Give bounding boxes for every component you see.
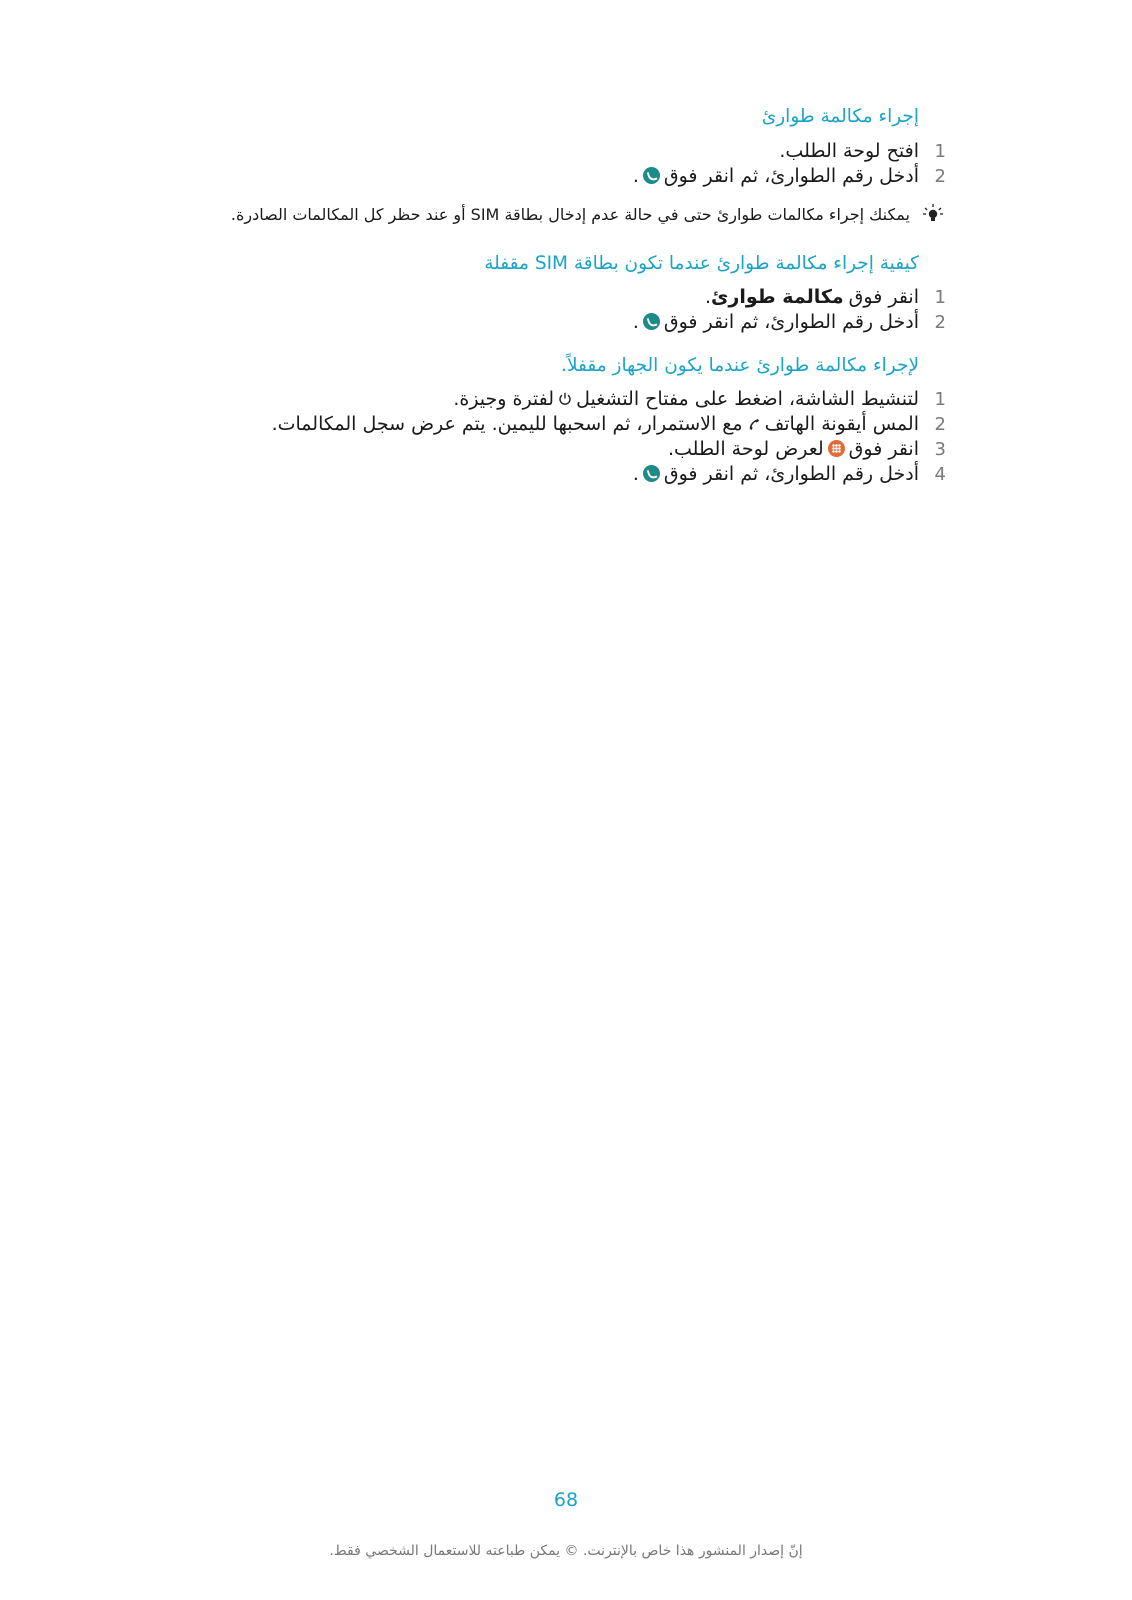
step-text — [633, 165, 919, 187]
step-number: 2 — [934, 166, 946, 187]
step-label: افتح لوحة الطلب. — [779, 140, 919, 162]
step-label: انقر فوق — [848, 286, 919, 308]
step-label-end: . — [632, 463, 639, 485]
lightbulb-icon — [922, 203, 944, 225]
step-number: 2 — [934, 414, 946, 435]
section-heading-sim-locked: كيفية إجراء مكالمة طوارئ عندما تكون بطاقة SIM مقفلة — [484, 253, 919, 274]
step-number: 2 — [934, 312, 946, 333]
step-label-end: . — [704, 286, 712, 308]
call-icon — [643, 313, 660, 330]
step-label-end: . — [632, 165, 639, 187]
phone-handset-icon — [747, 417, 761, 431]
step-text — [453, 388, 919, 410]
step-number: 3 — [934, 439, 946, 460]
step-label: أدخل رقم الطوارئ، ثم انقر فوق — [663, 311, 919, 333]
call-icon — [643, 167, 660, 184]
dialpad-icon — [828, 440, 845, 457]
step-label-end: لعرض لوحة الطلب. — [667, 438, 824, 460]
step-bold-label: مكالمة طوارئ — [711, 286, 844, 308]
step-label: أدخل رقم الطوارئ، ثم انقر فوق — [663, 165, 919, 187]
step-number: 1 — [934, 287, 946, 308]
step-number: 4 — [934, 464, 946, 485]
section-heading-device-locked: لإجراء مكالمة طوارئ عندما يكون الجهاز مقفلاً. — [561, 355, 919, 376]
page-number: 68 — [553, 1489, 579, 1511]
call-icon — [643, 465, 660, 482]
step-label: لتنشيط الشاشة، اضغط على مفتاح التشغيل — [576, 388, 919, 410]
step-text — [668, 438, 919, 460]
step-text — [633, 463, 919, 485]
section-heading-emergency-call: إجراء مكالمة طوارئ — [761, 106, 919, 127]
step-label-end: . — [632, 311, 639, 333]
step-label: انقر فوق — [848, 438, 919, 460]
step-number: 1 — [934, 389, 946, 410]
step-text — [779, 140, 919, 162]
step-label: أدخل رقم الطوارئ، ثم انقر فوق — [663, 463, 919, 485]
power-icon — [558, 392, 572, 406]
step-text — [272, 413, 919, 435]
tip-text: يمكنك إجراء مكالمات طوارئ حتى في حالة عدم إدخال بطاقة SIM أو عند حظر كل المكالمات الصادرة. — [230, 205, 910, 224]
step-text — [633, 311, 919, 333]
footer-note: إنّ إصدار المنشور هذا خاص بالإنترنت. © يمكن طباعته للاستعمال الشخصي فقط. — [329, 1543, 803, 1559]
step-number: 1 — [934, 141, 946, 162]
step-label-end: لفترة وجيزة. — [453, 388, 555, 410]
step-label: المس أيقونة الهاتف — [764, 413, 919, 435]
step-text — [705, 286, 919, 308]
step-label-end: مع الاستمرار، ثم اسحبها لليمين. يتم عرض سجل المكالمات. — [271, 413, 743, 435]
